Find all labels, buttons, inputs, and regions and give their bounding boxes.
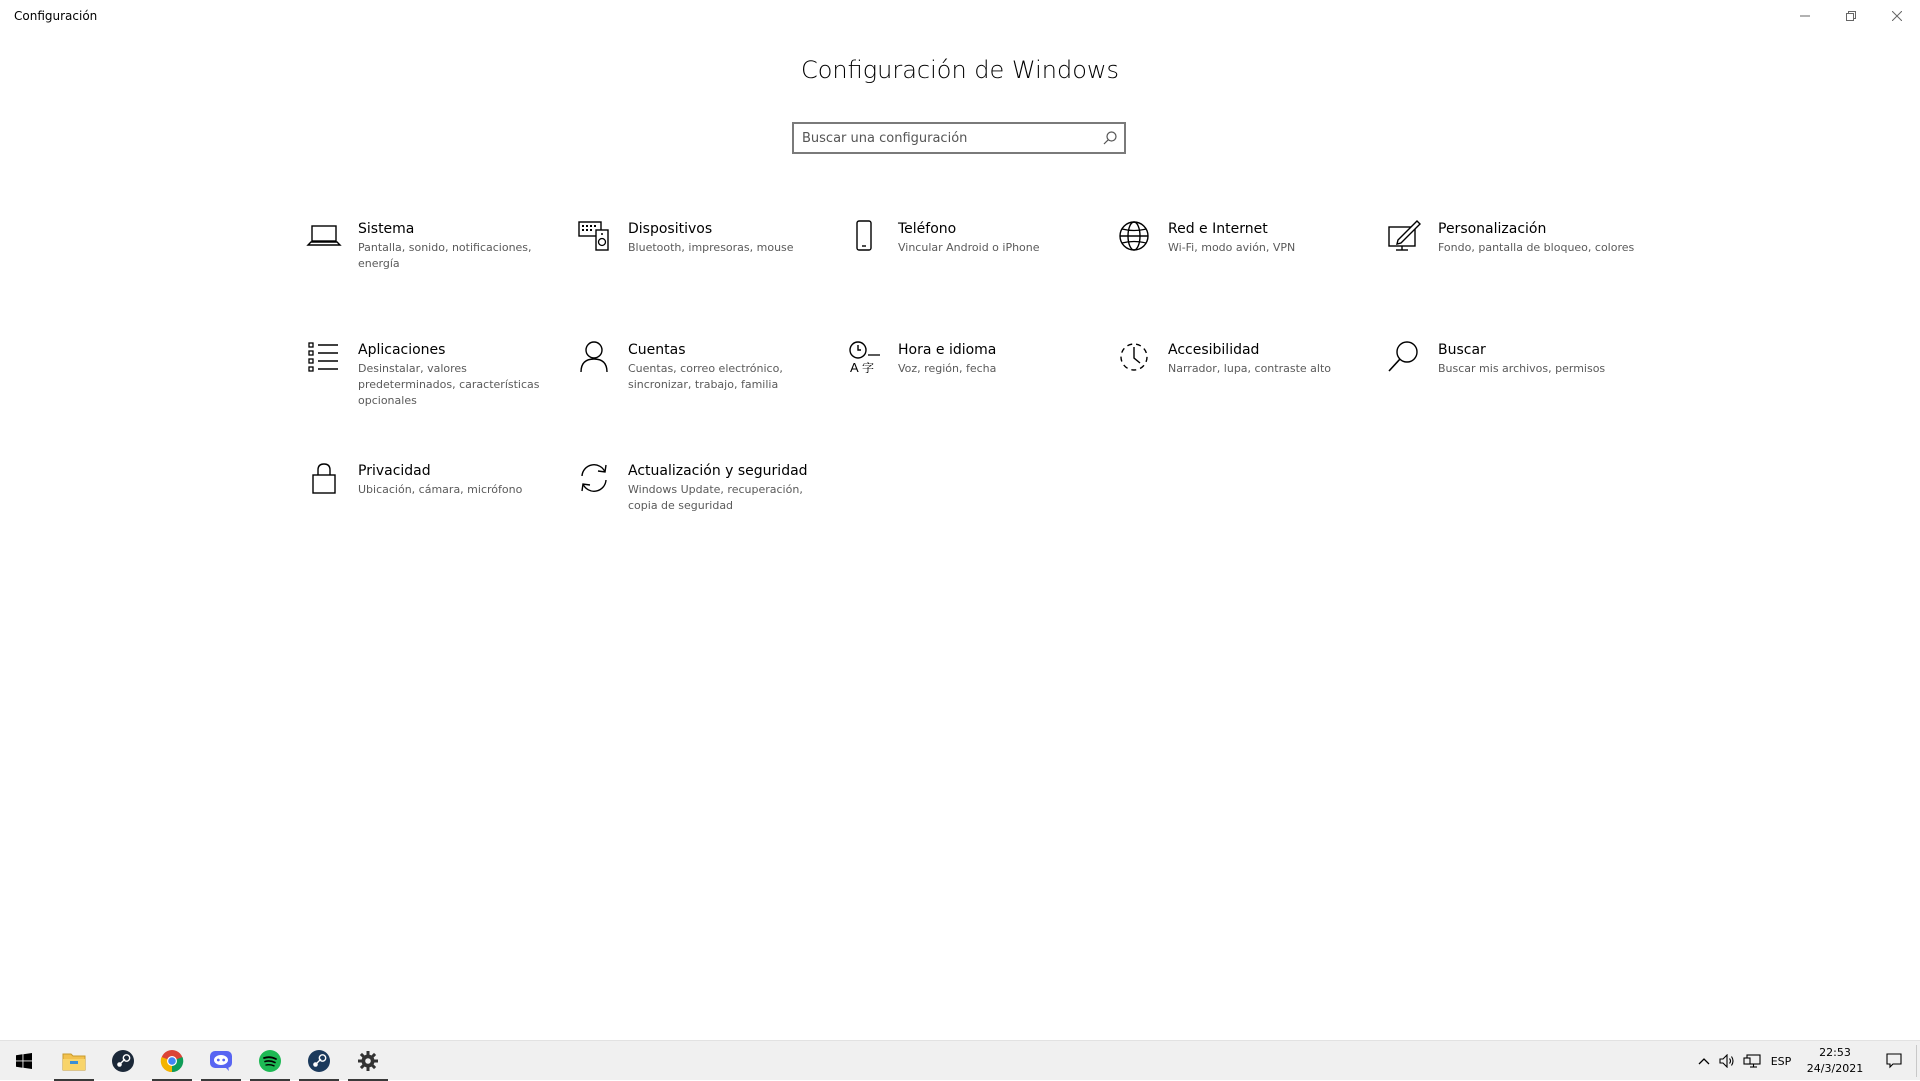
tile-title: Aplicaciones xyxy=(358,342,446,358)
svg-text:字: 字 xyxy=(862,361,875,375)
close-icon xyxy=(1892,11,1902,21)
taskbar-discord[interactable] xyxy=(197,1041,245,1081)
tile-sistema[interactable] xyxy=(306,218,556,314)
steam-icon xyxy=(307,1049,331,1073)
file-explorer-icon xyxy=(62,1050,86,1072)
accessibility-icon xyxy=(1116,339,1152,375)
action-center-button[interactable] xyxy=(1872,1041,1916,1081)
clock-date: 24/3/2021 xyxy=(1806,1062,1864,1075)
tile-description: Vincular Android o iPhone xyxy=(898,241,1040,254)
tile-red-internet[interactable] xyxy=(1116,218,1366,314)
tile-title: Teléfono xyxy=(898,221,957,237)
tile-description: Windows Update, recuperación, copia de seguridad xyxy=(628,483,803,512)
spotify-icon xyxy=(258,1049,282,1073)
taskbar-settings[interactable] xyxy=(344,1041,392,1081)
search-icon[interactable] xyxy=(1102,130,1118,146)
tile-hora-idioma[interactable] xyxy=(846,339,1096,435)
tile-description: Pantalla, sonido, notificaciones, energía xyxy=(358,241,532,270)
person-icon xyxy=(576,339,612,375)
tile-title: Cuentas xyxy=(628,342,686,358)
tile-description: Bluetooth, impresoras, mouse xyxy=(628,241,794,254)
apps-list-icon xyxy=(306,339,342,375)
start-button[interactable] xyxy=(0,1041,48,1081)
clock-time: 22:53 xyxy=(1819,1046,1851,1059)
tile-privacidad[interactable] xyxy=(306,460,556,556)
taskbar-clock[interactable] xyxy=(1800,1045,1870,1077)
tile-description: Ubicación, cámara, micrófono xyxy=(358,483,523,496)
minimize-icon xyxy=(1800,11,1810,21)
restore-button[interactable] xyxy=(1828,0,1874,32)
tile-description: Narrador, lupa, contraste alto xyxy=(1168,362,1332,375)
lock-icon xyxy=(306,460,342,496)
settings-gear-icon xyxy=(357,1050,379,1072)
close-button[interactable] xyxy=(1874,0,1920,32)
taskbar-spotify[interactable] xyxy=(246,1041,294,1081)
magnifier-icon xyxy=(1386,339,1422,375)
tile-title: Hora e idioma xyxy=(898,342,997,358)
paint-icon xyxy=(1386,218,1422,254)
refresh-icon xyxy=(576,460,612,496)
tile-title: Dispositivos xyxy=(628,221,713,237)
tile-description: Cuentas, correo electrónico, sincronizar, trabajo, familia xyxy=(628,362,783,391)
tile-title: Sistema xyxy=(358,221,415,237)
tile-title: Red e Internet xyxy=(1168,221,1268,237)
app-title: Configuración xyxy=(14,9,98,23)
tile-personalizacion[interactable] xyxy=(1386,218,1636,314)
chrome-icon xyxy=(160,1049,184,1073)
tile-buscar[interactable] xyxy=(1386,339,1636,435)
tile-description: Fondo, pantalla de bloqueo, colores xyxy=(1438,241,1635,254)
tile-accesibilidad[interactable] xyxy=(1116,339,1366,435)
tile-description: Voz, región, fecha xyxy=(898,362,997,375)
notification-icon xyxy=(1886,1053,1902,1069)
page-title: Configuración de Windows xyxy=(800,56,1120,84)
tile-actualizacion-seguridad[interactable] xyxy=(576,460,826,556)
minimize-button[interactable] xyxy=(1782,0,1828,32)
tile-description: Desinstalar, valores predeterminados, características opcionales xyxy=(358,362,540,407)
devices-icon xyxy=(576,218,612,254)
taskbar-file-explorer[interactable] xyxy=(50,1041,98,1081)
taskbar-steam[interactable] xyxy=(99,1041,147,1081)
phone-icon xyxy=(846,218,882,254)
globe-icon xyxy=(1116,218,1152,254)
show-desktop-button[interactable] xyxy=(1916,1045,1917,1077)
tile-title: Actualización y seguridad xyxy=(628,463,808,479)
tile-cuentas[interactable] xyxy=(576,339,826,435)
time-language-icon xyxy=(846,339,882,375)
tile-telefono[interactable] xyxy=(846,218,1096,314)
network-ethernet-icon xyxy=(1743,1054,1761,1068)
steam-icon xyxy=(111,1049,135,1073)
tile-description: Wi-Fi, modo avión, VPN xyxy=(1168,241,1296,254)
taskbar xyxy=(0,1040,1920,1080)
tray-overflow-button[interactable] xyxy=(1694,1041,1714,1081)
tile-dispositivos[interactable] xyxy=(576,218,826,314)
tile-title: Buscar xyxy=(1438,342,1486,358)
tile-description: Buscar mis archivos, permisos xyxy=(1438,362,1606,375)
taskbar-chrome[interactable] xyxy=(148,1041,196,1081)
restore-icon xyxy=(1846,11,1856,21)
tile-title: Personalización xyxy=(1438,221,1547,237)
volume-button[interactable] xyxy=(1716,1041,1738,1081)
tile-title: Privacidad xyxy=(358,463,431,479)
volume-icon xyxy=(1719,1054,1735,1068)
taskbar-steam-2[interactable] xyxy=(295,1041,343,1081)
laptop-icon xyxy=(306,218,342,254)
discord-icon xyxy=(209,1050,233,1072)
network-button[interactable] xyxy=(1740,1041,1764,1081)
windows-logo-icon xyxy=(16,1053,32,1069)
svg-text:A: A xyxy=(850,360,859,375)
title-bar[interactable] xyxy=(0,0,1920,32)
tile-title: Accesibilidad xyxy=(1168,342,1260,358)
tile-aplicaciones[interactable] xyxy=(306,339,556,435)
search-box[interactable] xyxy=(792,122,1126,154)
search-input[interactable] xyxy=(802,124,1092,152)
chevron-up-icon xyxy=(1698,1057,1710,1065)
input-language-button[interactable]: ESP xyxy=(1770,1054,1792,1068)
